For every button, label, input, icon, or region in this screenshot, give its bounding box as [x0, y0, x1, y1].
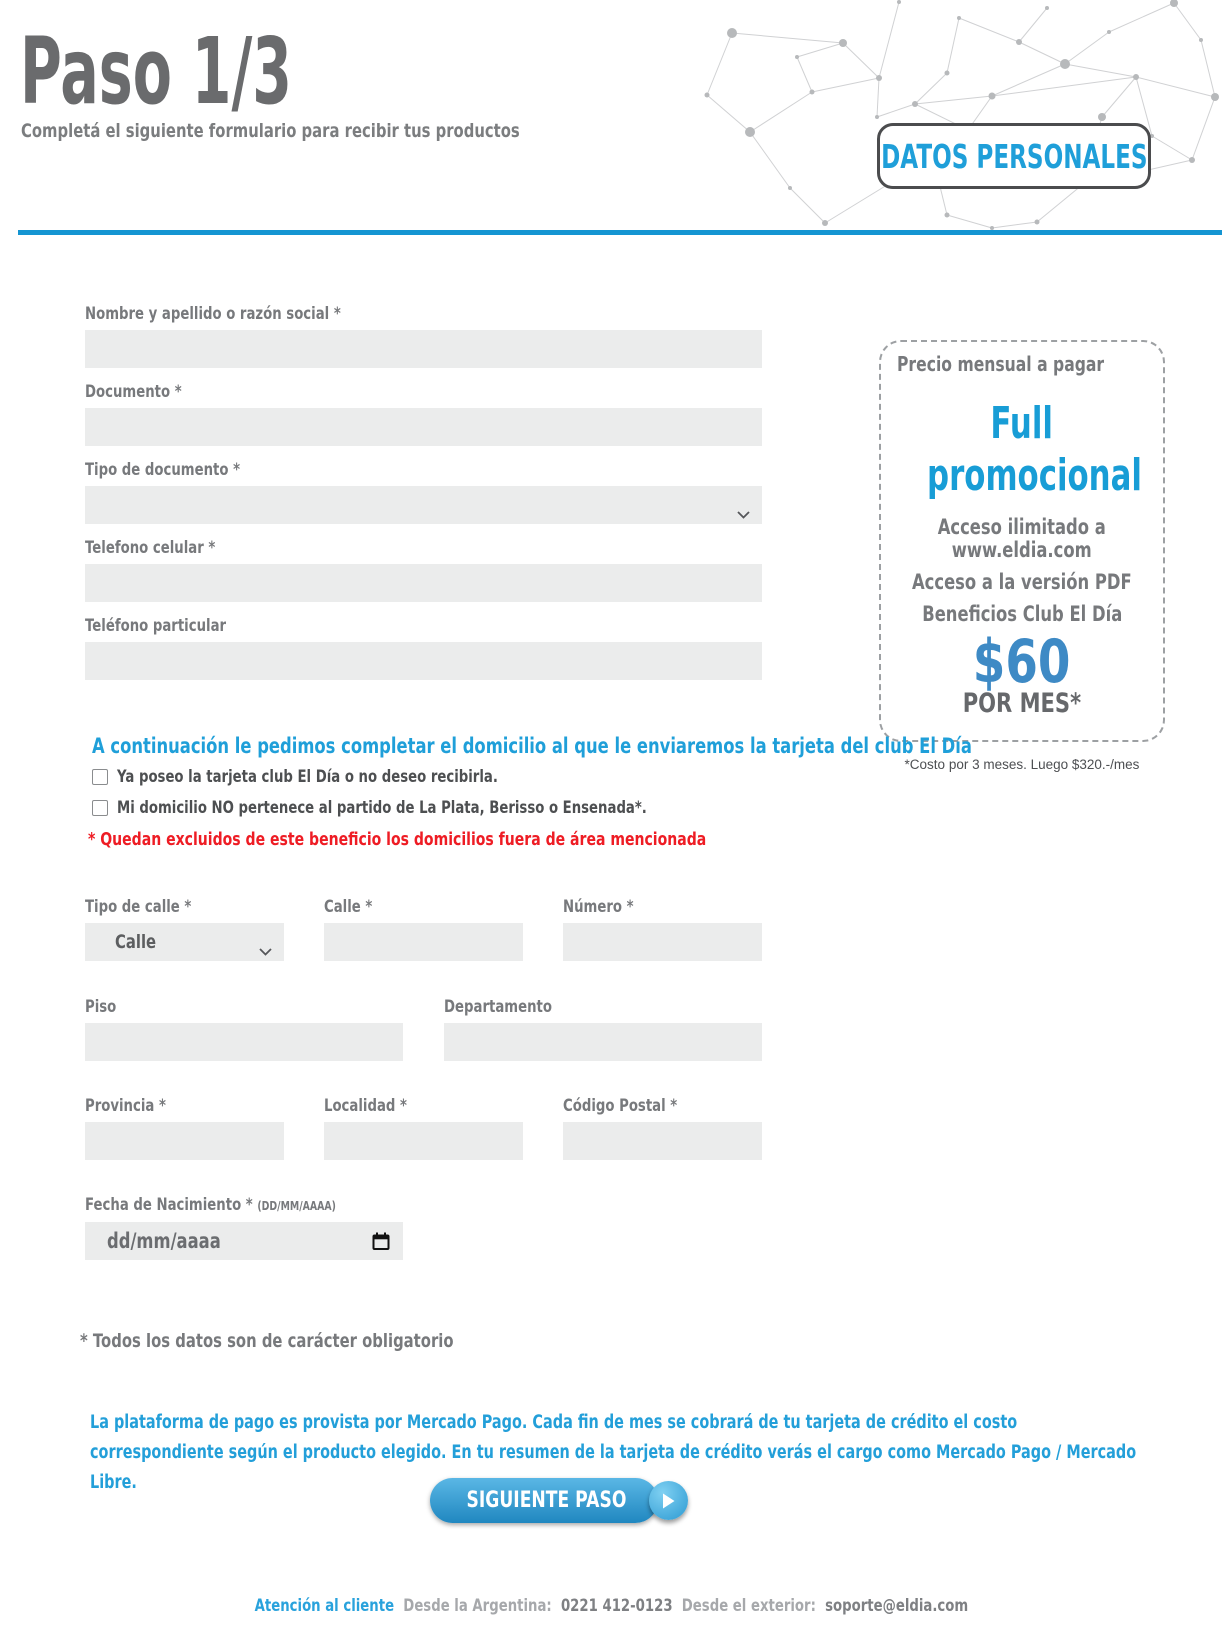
field-documento	[85, 381, 762, 446]
domicilio-intro: A continuación le pedimos completar el domicilio al que le enviaremos la tarjeta del club El Día	[92, 734, 972, 758]
telefono-celular-input[interactable]	[85, 564, 762, 602]
badge-label: DATOS PERSONALES	[880, 136, 1148, 176]
plan-period: POR MES*	[962, 688, 1082, 719]
footer-email: soporte@eldia.com	[824, 1596, 968, 1616]
footer-attention-label: Atención al cliente	[254, 1596, 394, 1616]
siguiente-paso-label: SIGUIENTE PASO	[466, 1488, 627, 1513]
field-tipo-calle	[85, 896, 284, 961]
partido-checkbox[interactable]	[92, 800, 108, 816]
checkbox-row-partido	[92, 798, 782, 818]
siguiente-paso-button[interactable]	[430, 1478, 658, 1523]
numero-label: Número *	[563, 897, 634, 917]
payment-note: La plataforma de pago es provista por Mercado Pago. Cada fin de mes se cobrará de tu tarjeta de crédito el costo correspondiente según el producto elegido. En tu resumen de la tarjeta de crédito verás el cargo como Mercado Pago / Mercado Libre.	[90, 1412, 1137, 1493]
footer	[0, 1596, 1222, 1616]
header-divider	[18, 230, 1222, 235]
personal-data-section	[85, 303, 762, 693]
network-decoration	[647, 0, 1222, 235]
tarjeta-checkbox-label: Ya poseo la tarjeta club El Día o no deseo recibirla.	[117, 767, 498, 787]
provincia-label: Provincia *	[85, 1096, 166, 1116]
codigo-postal-input[interactable]	[563, 1122, 762, 1160]
required-note: * Todos los datos son de carácter obligatorio	[80, 1330, 454, 1352]
chevron-down-icon	[259, 939, 272, 961]
departamento-label: Departamento	[444, 997, 552, 1017]
header	[20, 18, 660, 142]
fecha-placeholder: dd/mm/aaaa	[107, 1229, 221, 1253]
piso-label: Piso	[85, 997, 117, 1017]
field-telefono-particular	[85, 615, 762, 680]
footer-from-ext-label: Desde el exterior:	[681, 1596, 816, 1616]
tipo-documento-label: Tipo de documento *	[85, 460, 241, 480]
domicilio-section	[88, 734, 972, 850]
address-section	[85, 896, 762, 1266]
tipo-calle-value: Calle	[115, 931, 157, 953]
chevron-down-icon	[737, 502, 750, 524]
numero-input[interactable]	[563, 923, 762, 961]
calendar-icon[interactable]	[372, 1232, 390, 1256]
field-tipo-documento	[85, 459, 762, 524]
price-footnote: *Costo por 3 meses. Luego $320.-/mes	[904, 757, 1140, 772]
footer-from-ar-label: Desde la Argentina:	[402, 1596, 552, 1616]
localidad-input[interactable]	[324, 1122, 523, 1160]
field-calle	[324, 896, 523, 961]
tarjeta-checkbox[interactable]	[92, 769, 108, 785]
page-subtitle: Completá el siguiente formulario para recibir tus productos	[21, 120, 520, 142]
tipo-documento-select[interactable]	[85, 486, 762, 524]
price-panel-title: Precio mensual a pagar	[897, 352, 1105, 376]
field-nombre	[85, 303, 762, 368]
field-piso	[85, 996, 403, 1061]
field-codigo-postal	[563, 1095, 762, 1160]
calle-label: Calle *	[324, 897, 373, 917]
field-provincia	[85, 1095, 284, 1160]
field-localidad	[324, 1095, 523, 1160]
localidad-label: Localidad *	[324, 1096, 407, 1116]
exclusion-warning: * Quedan excluidos de este beneficio los domicilios fuera de área mencionada	[88, 829, 707, 850]
plan-feature-3: Beneficios Club El Día	[921, 602, 1123, 626]
documento-input[interactable]	[85, 408, 762, 446]
plan-price: $60	[973, 627, 1071, 697]
price-panel	[879, 340, 1165, 742]
telefono-particular-label: Teléfono particular	[85, 616, 227, 636]
partido-checkbox-label: Mi domicilio NO pertenece al partido de La Plata, Berisso o Ensenada*.	[117, 798, 647, 818]
field-fecha-nacimiento	[85, 1194, 403, 1260]
nombre-label: Nombre y apellido o razón social *	[85, 304, 341, 324]
codigo-postal-label: Código Postal *	[563, 1096, 678, 1116]
nombre-input[interactable]	[85, 330, 762, 368]
field-numero	[563, 896, 762, 961]
plan-name: Full promocional	[927, 398, 1142, 501]
checkbox-row-tarjeta	[92, 767, 782, 787]
calle-input[interactable]	[324, 923, 523, 961]
fecha-nacimiento-label: Fecha de Nacimiento * (DD/MM/AAAA)	[85, 1195, 336, 1215]
play-icon	[649, 1481, 688, 1520]
datos-personales-badge	[877, 123, 1151, 189]
field-departamento	[444, 996, 762, 1061]
documento-label: Documento *	[85, 382, 182, 402]
tipo-calle-select[interactable]	[85, 923, 284, 961]
field-telefono-celular	[85, 537, 762, 602]
fecha-format-hint: (DD/MM/AAAA)	[257, 1199, 336, 1213]
plan-feature-2: Acceso a la versión PDF	[912, 570, 1132, 594]
telefono-particular-input[interactable]	[85, 642, 762, 680]
plan-feature-1: Acceso ilimitado a www.eldia.com	[937, 515, 1107, 562]
telefono-celular-label: Telefono celular *	[85, 538, 216, 558]
departamento-input[interactable]	[444, 1023, 762, 1061]
page-title: Paso 1/3	[20, 18, 292, 125]
piso-input[interactable]	[85, 1023, 403, 1061]
provincia-input[interactable]	[85, 1122, 284, 1160]
footer-phone: 0221 412-0123	[560, 1596, 673, 1616]
fecha-nacimiento-input[interactable]	[85, 1222, 403, 1260]
tipo-calle-label: Tipo de calle *	[85, 897, 192, 917]
